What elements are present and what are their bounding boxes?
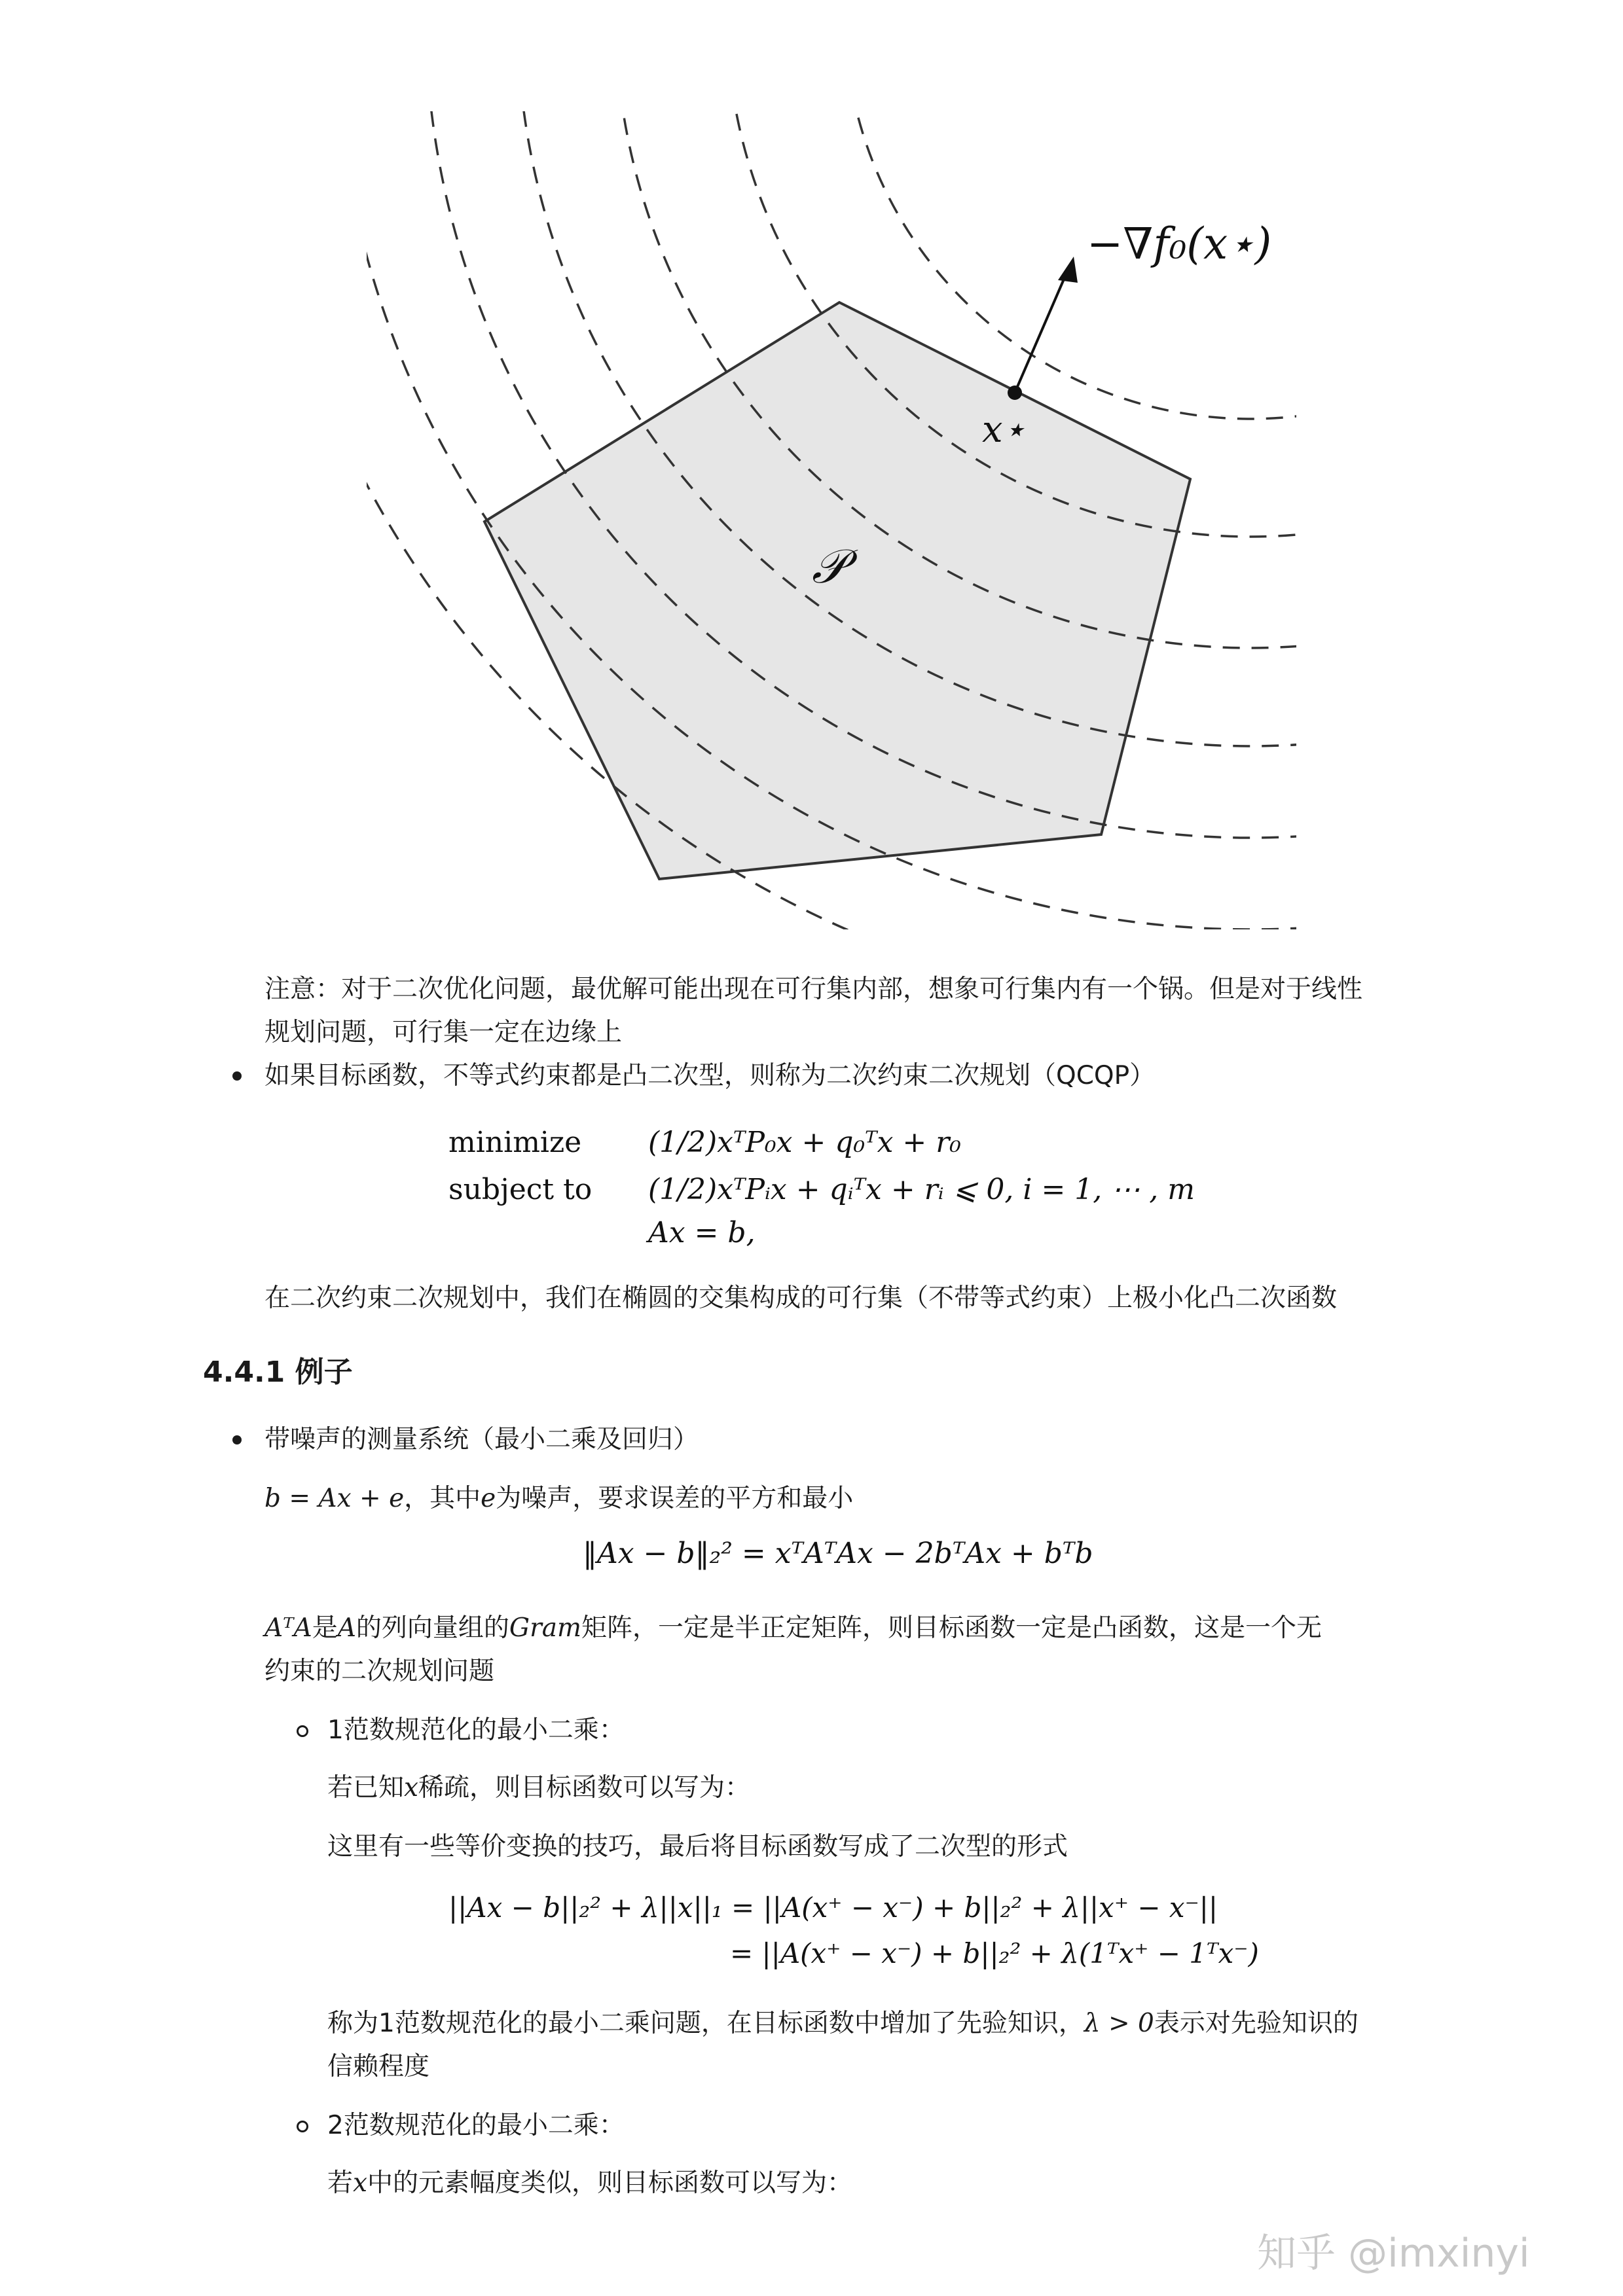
- sub-bullet-circle: [297, 2121, 308, 2132]
- qcqp-constraint-1: (1/2)xᵀPᵢx + qᵢᵀx + rᵢ ⩽ 0, i = 1, ⋯ , m: [648, 1173, 1195, 1206]
- l1-eq-line-1: ||Ax − b||₂² + λ||x||₁ = ||A(x⁺ − x⁻) + b||₂² + λ||x⁺ − x⁻||: [448, 1892, 1218, 1924]
- bullet-dot: [232, 1071, 242, 1081]
- l2-line: [327, 2162, 852, 2204]
- ls-text-a: ，其中: [404, 1484, 481, 1513]
- ls-model-line: [264, 1478, 853, 1520]
- l1-eq-line-2: = ||A(x⁺ − x⁻) + b||₂² + λ(1ᵀx⁺ − 1ᵀx⁻): [730, 1937, 1259, 1969]
- l1-desc-a: 称为1范数规范化的最小二乘问题，在目标函数中增加了先验知识，: [327, 2009, 1084, 2038]
- subject-to-keyword: subject to: [448, 1173, 593, 1206]
- gradient-arrow: [1015, 272, 1067, 393]
- gram-line-2: 约束的二次规划问题: [264, 1657, 495, 1686]
- l1-sparse-line: [327, 1767, 750, 1809]
- a-symbol: A: [337, 1613, 356, 1643]
- qcqp-note: 在二次约束二次规划中，我们在椭圆的交集构成的可行集（不带等式约束）上极小化凸二次函数: [264, 1283, 1338, 1313]
- gram-text-1: 是: [312, 1613, 338, 1643]
- x-symbol: x: [353, 2168, 368, 2198]
- optimal-point: [1008, 386, 1022, 400]
- x-symbol: x: [404, 1773, 419, 1803]
- gram-symbol: Gram: [509, 1613, 581, 1643]
- qcqp-objective: (1/2)xᵀP₀x + q₀ᵀx + r₀: [648, 1126, 961, 1159]
- l2-text-b: 中的元素幅度类似，则目标函数可以写为：: [367, 2168, 853, 2198]
- l1-title: 1范数规范化的最小二乘：: [327, 1715, 625, 1745]
- sub-bullet-circle: [297, 1725, 308, 1737]
- gram-text-3: 矩阵，一定是半正定矩阵，则目标函数一定是凸函数，这是一个无: [581, 1613, 1322, 1643]
- ata-symbol: AᵀA: [264, 1613, 312, 1643]
- l1-text-b: 稀疏，则目标函数可以写为：: [418, 1773, 751, 1803]
- contour-diagram: [367, 111, 1296, 929]
- l1-text-a: 若已知: [327, 1773, 405, 1803]
- feasible-set-figure: [367, 111, 1296, 929]
- l2-title: 2范数规范化的最小二乘：: [327, 2111, 625, 2140]
- ls-expansion-eq: ‖Ax − b‖₂² = xᵀAᵀAx − 2bᵀAx + bᵀb: [583, 1537, 1093, 1570]
- note-line-2: 规划问题，可行集一定在边缘上: [264, 1018, 623, 1047]
- l1-desc-line-2: 信赖程度: [327, 2052, 430, 2081]
- qcqp-constraint-2: Ax = b,: [648, 1216, 756, 1249]
- l1-trick-line: 这里有一些等价变换的技巧，最后将目标函数写成了二次型的形式: [327, 1832, 1068, 1861]
- note-line-1: 注意：对于二次优化问题，最优解可能出现在可行集内部，想象可行集内有一个锅。但是对于线性: [264, 975, 1363, 1004]
- ls-model-eq: b = Ax + e: [264, 1484, 405, 1513]
- l1-desc-b: 表示对先验知识的: [1154, 2009, 1359, 2038]
- bullet-dot: [232, 1435, 242, 1444]
- ls-text-b: 为噪声，要求误差的平方和最小: [496, 1484, 854, 1513]
- optimal-point-label: x⋆: [982, 408, 1026, 451]
- minimize-keyword: minimize: [448, 1126, 582, 1159]
- l1-desc-line-1: [327, 2003, 1359, 2045]
- gram-line-1: [264, 1607, 1322, 1649]
- lambda-condition: λ > 0: [1084, 2009, 1154, 2038]
- set-label: 𝒫: [812, 539, 846, 594]
- section-heading: 4.4.1 例子: [203, 1355, 353, 1389]
- gram-text-2: 的列向量组的: [356, 1613, 509, 1643]
- ls-bullet-text: 带噪声的测量系统（最小二乘及回归）: [264, 1425, 699, 1454]
- watermark: 知乎 @imxinyi: [1257, 2231, 1530, 2276]
- gradient-label: −∇f₀(x⋆): [1087, 219, 1272, 269]
- l2-text-a: 若: [327, 2168, 354, 2198]
- qcqp-bullet-text: 如果目标函数，不等式约束都是凸二次型，则称为二次约束二次规划（QCQP）: [264, 1061, 1156, 1090]
- arrow-head: [1058, 257, 1078, 283]
- noise-symbol: e: [481, 1484, 496, 1513]
